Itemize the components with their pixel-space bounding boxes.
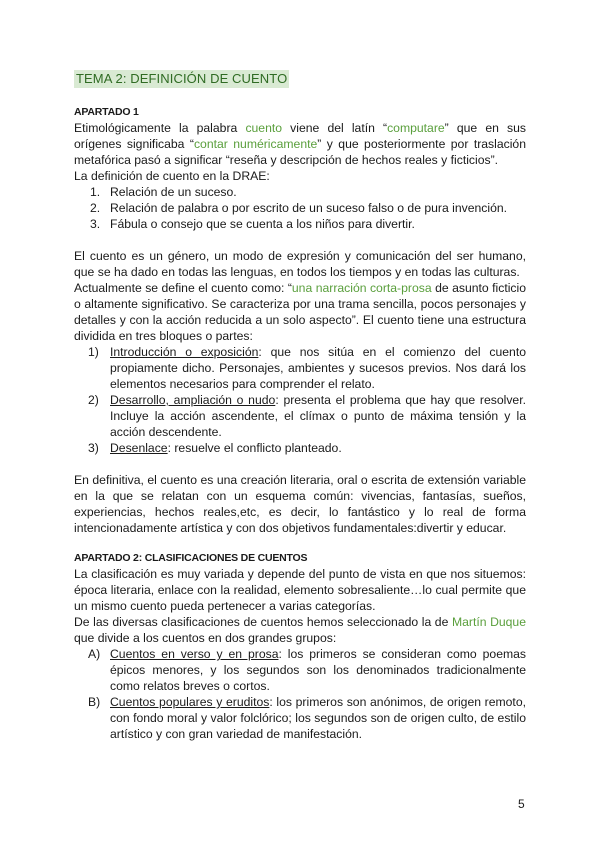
spacer	[74, 536, 526, 546]
list-item-text: : los primeros son anónimos, de origen remoto, con fondo moral y valor folclórico; los segundos son de origen culto, de estilo artístico y con gran variedad de manifestación.	[110, 695, 526, 741]
list-item	[74, 216, 526, 232]
list-item-text: : que nos sitúa en el comienzo del cuento propiamente dicho. Personajes, ambientes y sucesos previos. Nos dará los elementos necesarios para comprender el relato.	[110, 345, 526, 391]
text-run: Etimológicamente la palabra	[74, 121, 246, 135]
list-item-label: Introducción o exposición	[110, 345, 259, 359]
spacer	[74, 232, 526, 248]
list-item-text: : resuelve el conflicto planteado.	[167, 441, 342, 455]
list-item-label: Cuentos populares y eruditos	[110, 695, 270, 709]
highlight-phrase-narracion: una narración corta-prosa	[291, 281, 432, 295]
list-marker: 3.	[90, 217, 101, 231]
page-title: TEMA 2: DEFINICIÓN DE CUENTO	[76, 71, 288, 86]
list-item-text: Relación de palabra o por escrito de un suceso falso o de pura invención.	[110, 201, 508, 215]
page-content	[74, 70, 526, 742]
list-item-text: Fábula o consejo que se cuenta a los niños para divertir.	[110, 217, 415, 231]
text-run: Actualmente se define el cuento como: “	[74, 281, 292, 295]
martin-duque-paragraph	[74, 614, 526, 646]
list-marker: B)	[88, 695, 101, 709]
title-wrapper	[74, 70, 526, 88]
list-item	[74, 200, 526, 216]
highlight-word-computare: computare	[387, 121, 445, 135]
definition-paragraph	[74, 280, 526, 344]
list-item-label: Cuentos en verso y en prosa	[110, 647, 279, 661]
section-heading-2: APARTADO 2: CLASIFICACIONES DE CUENTOS	[74, 552, 308, 564]
text-run: viene del latín “	[282, 121, 388, 135]
list-item	[74, 392, 526, 440]
list-marker: 1)	[88, 345, 99, 359]
text-run: ” que en sus orígenes significaba “	[74, 121, 526, 151]
list-item	[74, 694, 526, 742]
list-marker: 2)	[88, 393, 99, 407]
drae-intro: La definición de cuento en la DRAE:	[74, 169, 270, 183]
text-run: De las diversas clasificaciones de cuentos hemos seleccionado la de	[74, 615, 452, 629]
list-item	[74, 344, 526, 392]
list-item-text: : los primeros se consideran como poemas épicos menores, y los segundos son los denominados tradicionalmente como relatos breves o cortos.	[110, 647, 526, 693]
drae-definitions-list	[74, 184, 526, 232]
page-number: 5	[518, 797, 525, 811]
section-heading-1: APARTADO 1	[74, 106, 139, 118]
list-item-label: Desenlace	[110, 441, 168, 455]
summary-paragraph: En definitiva, el cuento es una creación literaria, oral o escrita de extensión variable en la que se relatan con un esquema común: vivencias, fantasías, sueños, experiencias, hechos reales,etc, es decir, lo fantástico y lo real de forma intencionadamente artística y con dos objetivos fundamentales:divertir y educar.	[74, 473, 526, 535]
list-item-text: : presenta el problema que hay que resolver. Incluye la acción ascendente, el clímax o punto de máxima tensión y la acción descendente.	[110, 393, 526, 439]
etymology-paragraph	[74, 120, 526, 168]
text-run: que divide a los cuentos en dos grandes grupos:	[74, 631, 337, 645]
list-item-text: Relación de un suceso.	[110, 185, 237, 199]
list-item-label: Desarrollo, ampliación o nudo	[110, 393, 276, 407]
groups-list	[74, 646, 526, 742]
text-run: de asunto ficticio o altamente significativo. Se caracteriza por una trama sencilla, pocos personajes y detalles y con la acción reducida a un solo aspecto”. El cuento tiene una estructura dividida en tres bloques o partes:	[74, 281, 526, 343]
highlight-phrase-contar: contar numéricamente	[193, 137, 318, 151]
structure-parts-list	[74, 344, 526, 456]
list-marker: 1.	[90, 185, 101, 199]
text-run: ” y que posteriormente por traslación metafórica pasó a significar “reseña y descripción de hechos reales y ficticios”.	[74, 137, 526, 167]
list-marker: 3)	[88, 441, 99, 455]
genre-paragraph: El cuento es un género, un modo de expresión y comunicación del ser humano, que se ha dado en todas las lenguas, en todos los tiempos y en todas las culturas.	[74, 249, 526, 279]
spacer	[74, 456, 526, 472]
list-marker: A)	[88, 647, 101, 661]
highlight-name-martin-duque: Martín Duque	[451, 615, 526, 629]
list-item	[74, 646, 526, 694]
list-marker: 2.	[90, 201, 101, 215]
list-item	[74, 184, 526, 200]
highlight-word-cuento: cuento	[245, 121, 283, 135]
list-item	[74, 440, 526, 456]
classification-paragraph: La clasificación es muy variada y depende del punto de vista en que nos situemos: época literaria, enlace con la realidad, elemento sobresaliente…lo cual permite que un mismo cuento pueda pertenecer a varias categorías.	[74, 567, 526, 613]
